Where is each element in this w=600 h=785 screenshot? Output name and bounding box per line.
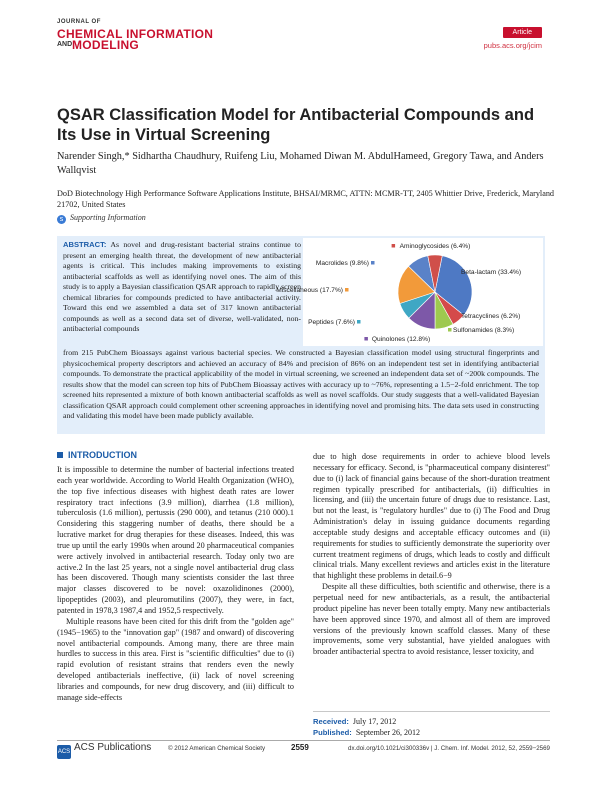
doi-link[interactable]: dx.doi.org/10.1021/ci300336v | J. Chem. Inf. Model. 2012, 52, 2559−2569 [348,745,550,752]
article-title: QSAR Classification Model for Antibacterial Compounds and Its Use in Virtual Screening [57,106,535,144]
pie-label-beta-lactam: Beta-lactam (33.4%) [461,269,522,276]
pie-label-aminoglycosides: Aminoglycosides (6.4%) [399,243,471,250]
copyright: © 2012 American Chemical Society [168,745,266,752]
supporting-info-label: Supporting Information [70,213,146,222]
pie-label-tetracyclines: Tetracyclines (6.2%) [461,313,521,320]
publication-dates [313,716,420,738]
pie-legend-swatch [345,288,349,292]
received-label: Received: [313,717,349,726]
journal-logo-line4: MODELING [72,38,140,52]
supporting-info-link[interactable] [57,213,146,224]
intro-paragraph-3: due to high dose requirements in order to achieve blood levels necessary for efficacy. Second, is "pharmaceutical company disinterest" due to (i) lack of financial gains because of the short-duration treatment regimen typically prescribed for antibacterials, (ii) difficulties in licensing, and (iii) the uncertain future of drugs due to resistance. Last, but not the least, is "regulatory hurdles" due to (i) The Food and Drug Administration's delay in issuing guidance documents regarding acceptable study designs and acceptable efficacy outcomes and (ii) requirements for studies to sufficiently demonstrate the superiority over current treatment regimens of drugs, which leads to costly and difficult clinical trials. Many excellent reviews and articles exist in the literature that highlight these problems in detail.6−9 [313,452,550,581]
section-square-icon [57,452,63,458]
introduction-heading [57,450,137,460]
published-date: September 26, 2012 [355,728,421,737]
intro-paragraph-2: Multiple reasons have been cited for this drift from the "golden age" (1945−1965) to the "innovation gap" (1987 and onward) of discovering novel antibacterial compounds. Among many, there are three main hurdles to success in this area. First is "scientific difficulties" due to (i) rapid evolution of resistant strains that renders even the newly developed antibacterials ineffective, (ii) lack of novel screening libraries and compounds, for new drug discovery, and (iii) difficult to manage side-effects [57,616,294,702]
author-list: Narender Singh,* Sidhartha Chaudhury, Ruifeng Liu, Mohamed Diwan M. AbdulHameed, Gregory Tawa, and Anders Wallqvist [57,151,544,176]
intro-paragraph-4: Despite all these difficulties, both scientific and otherwise, there is a perpetual need for new antibacterials, as a result, the antibacterial product pipeline has never been totally empty. Many new antibacterials have been approved since 1970, and almost all of them are improved versions of the previously known scaffold classes. Many of these improvements, some very substantial, have yielded analogues with broader antibacterial spectra to avoid resistance, lesser toxicity, and [313,582,550,657]
abstract-text-lower: from 215 PubChem Bioassays against various bacterial species. We constructed a Bayesian classification model using structural fingerprints and physicochemical property descriptors and achieved an accuracy of 84% and precision of 86% on an independent test set in identifying antibacterial compounds. To demonstrate the practical applicability of the model in virtual screening, we screened an independent data set of ~200k compounds. The results show that the model can screen top hits of PubChem Bioassay actives with accuracy up to ~76%, representing a 1.5−2-fold enrichment. The top screened hits represented a mixture of both known antibacterial scaffolds as well as novel scaffolds. Our study suggests that a well-validated Bayesian classification QSAR approach could complement other screening approaches in identifying novel and promising hits. The data sets used in constructing and validating this model have been made publicly available. [63,348,539,421]
abstract-text-upper [63,240,301,335]
pie-label-miscellaneous: Miscellaneous (17.7%) [276,287,343,294]
supporting-info-icon: s [57,215,66,224]
toc-graphic [276,238,543,346]
pie-legend-swatch [357,320,361,324]
column-right [313,452,550,658]
pie-label-quinolones: Quinolones (12.8%) [371,336,431,343]
pie-legend-swatch [456,270,460,274]
pie-label-peptides: Peptides (7.6%) [308,319,355,326]
received-date: July 17, 2012 [352,717,397,726]
introduction-heading-label: INTRODUCTION [68,450,137,460]
column-left [57,465,294,704]
pie-legend-swatch [392,244,396,248]
pie-legend-swatch [364,337,368,341]
journal-logo-line3: AND [57,41,73,48]
abstract-label: ABSTRACT: [63,240,107,249]
acs-logo-icon: ACS [57,745,71,759]
footer-divider [57,740,550,741]
pie-label-sulfonamides: Sulfonamides (8.3%) [453,327,515,334]
pie-chart [276,238,543,346]
page-number: 2559 [291,743,309,752]
intro-paragraph-1: It is impossible to determine the number of bacterial infections treated each year worldwide. According to World Health Organization (WHO), the top five infectious diseases with highest death rates are lower respiratory tract infections (3.9 million), diarrhea (1.8 million), tuberculosis (1.6 million), pertussis (290 000), and tetanus (210 000).1 Considering this staggering number of deaths, there should be a lucrative market for drug therapies for these diseases. Indeed, this was true up until the early 1990s when around 20 pharmaceutical companies were actively involved in antibacterial research. Today only two are active.2 In the last 25 years, not a single novel antibacterial drug class has been discovered. Though many scientists consider the last three major classes discovered to be novel: oxazolidinones (2000), lipopeptides (2003), and pleuromutilins (2007), they were, in fact, patented in 1978,3 1987,4 and 1952,5 respectively. [57,465,294,615]
pie-legend-swatch [448,328,452,332]
journal-logo-line1: JOURNAL OF [57,19,101,25]
dates-divider [313,711,550,712]
pie-legend-swatch [456,314,460,318]
abstract-part1: As novel and drug-resistant bacterial strains continue to present an emerging health threat, the development of new antibacterial agents is critical. This includes making improvements to existing antibacterial scaffolds as well as identifying novel ones. The aim of this study is to apply a Bayesian classification QSAR approach to rapidly screen chemical libraries for compounds predicted to have antibacterial activity. Toward this end we assembled a data set of 317 known antibacterial compounds as well as a second data set of diverse, well-validated, non-antibacterial compounds [63,240,301,334]
acs-publications-logo[interactable] [57,742,151,759]
pie-legend-swatch [371,261,375,265]
affiliation: DoD Biotechnology High Performance Software Applications Institute, BHSAI/MRMC, ATTN: MCMR-TT, 2405 Whittier Drive, Frederick, Maryland 21702, United States [57,189,555,209]
journal-logo-line2: CHEMICAL INFORMATION [57,27,214,41]
pie-label-macrolides: Macrolides (9.8%) [315,260,369,267]
journal-url-link[interactable]: pubs.acs.org/jcim [483,41,542,50]
article-badge: Article [503,27,542,38]
published-label: Published: [313,728,352,737]
acs-publisher-label: ACS Publications [74,742,152,753]
